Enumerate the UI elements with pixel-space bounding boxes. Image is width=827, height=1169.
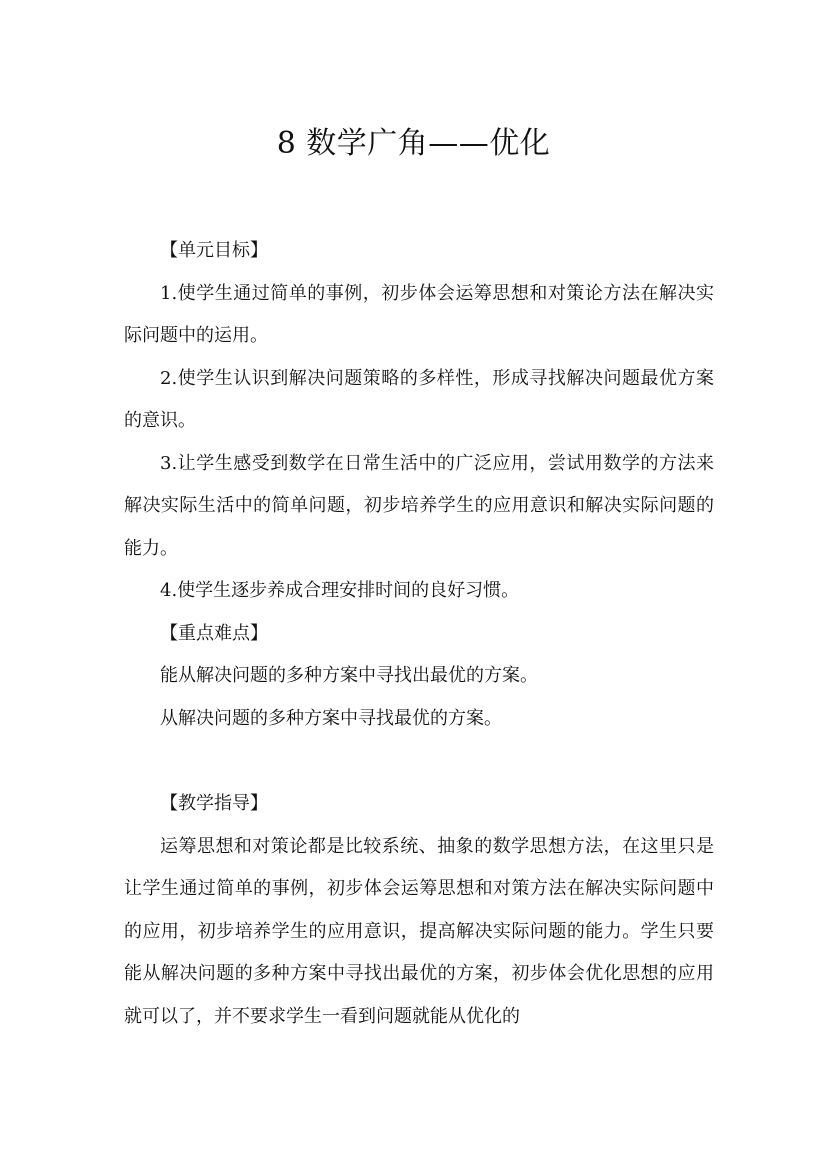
document-title: 8 数学广角——优化 bbox=[276, 126, 551, 162]
section-spacer bbox=[124, 740, 714, 783]
section-heading-guidance: 【教学指导】 bbox=[160, 793, 268, 814]
goal-item-3: 3.让学生感受到数学在日常生活中的广泛应用，尝试用数学的方法来解决实际生活中的简单问题，初步培养学生的应用意识和解决实际问题的能力。 bbox=[124, 452, 714, 559]
goal-item-2: 2.使学生认识到解决问题策略的多样性，形成寻找解决问题最优方案的意识。 bbox=[124, 367, 714, 431]
section-heading-goals: 【单元目标】 bbox=[160, 240, 268, 261]
document-body bbox=[124, 230, 714, 1038]
keypoint-item-1: 能从解决问题的多种方案中寻找出最优的方案。 bbox=[160, 665, 538, 686]
section-heading-keypoints: 【重点难点】 bbox=[160, 622, 268, 644]
keypoint-item-2: 从解决问题的多种方案中寻找最优的方案。 bbox=[160, 707, 502, 729]
goal-item-1: 1.使学生通过简单的事例，初步体会运筹思想和对策论方法在解决实际问题中的运用。 bbox=[124, 282, 714, 346]
guidance-paragraph: 运筹思想和对策论都是比较系统、抽象的数学思想方法，在这里只是让学生通过简单的事例，初步体会运筹思想和对策方法在解决实际问题中的应用，初步培养学生的应用意识，提高解决实际问题的能力。学生只要能从解决问题的多种方案中寻找出最优的方案，初步体会优化思想的应用就可以了，并不要求学生一看到问题就能从优化的 bbox=[124, 835, 714, 1027]
goal-item-4: 4.使学生逐步养成合理安排时间的良好习惯。 bbox=[160, 580, 520, 601]
